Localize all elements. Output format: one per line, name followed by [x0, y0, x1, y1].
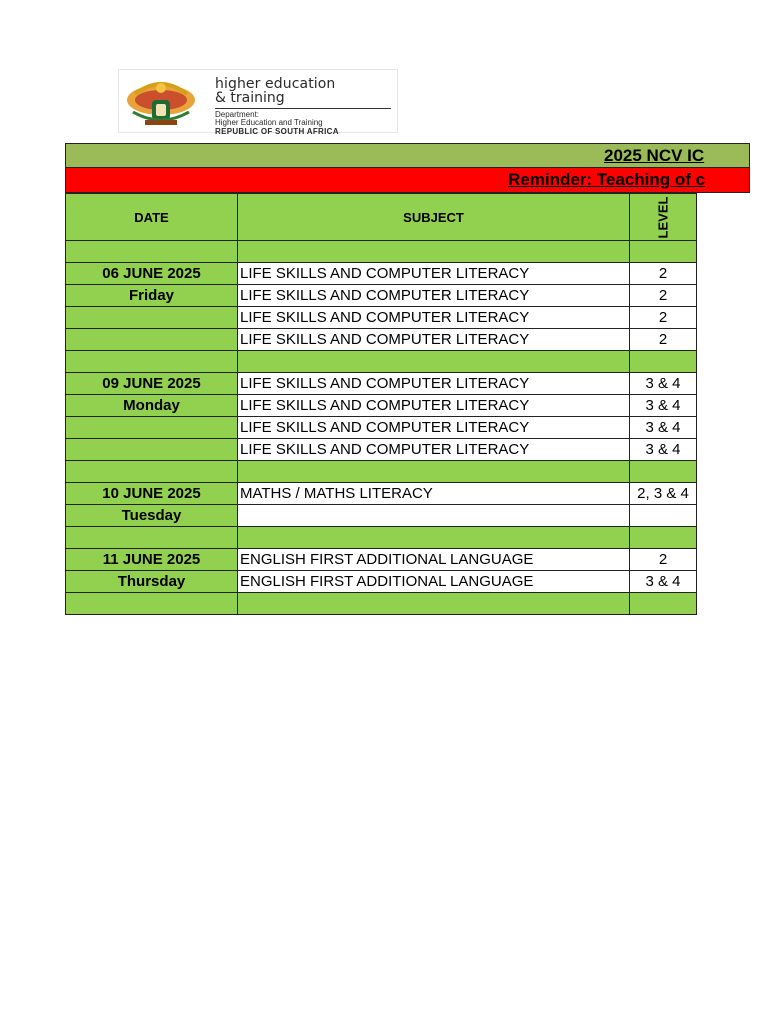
date-cell: 06 JUNE 2025 [66, 263, 238, 285]
date-cell: Thursday [66, 571, 238, 593]
level-cell [630, 241, 697, 263]
level-cell: 2 [630, 285, 697, 307]
spacer-row [66, 351, 697, 373]
date-cell: Monday [66, 395, 238, 417]
date-cell [66, 527, 238, 549]
table-row [66, 329, 697, 351]
level-cell: 2 [630, 307, 697, 329]
spacer-row [66, 527, 697, 549]
level-cell [630, 505, 697, 527]
date-cell: 09 JUNE 2025 [66, 373, 238, 395]
table-row [66, 571, 697, 593]
title-band [65, 143, 750, 168]
subject-cell [238, 241, 630, 263]
subject-cell [238, 593, 630, 615]
subject-cell: MATHS / MATHS LITERACY [238, 483, 630, 505]
level-cell [630, 351, 697, 373]
level-cell: 2, 3 & 4 [630, 483, 697, 505]
subject-cell: ENGLISH FIRST ADDITIONAL LANGUAGE [238, 571, 630, 593]
level-cell: 3 & 4 [630, 439, 697, 461]
spacer-row [66, 241, 697, 263]
date-cell [66, 307, 238, 329]
page-title: 2025 NCV IC [604, 146, 705, 165]
date-cell [66, 351, 238, 373]
subject-cell: LIFE SKILLS AND COMPUTER LITERACY [238, 439, 630, 461]
table-row [66, 505, 697, 527]
reminder-band [65, 168, 750, 193]
date-cell: Friday [66, 285, 238, 307]
date-cell [66, 461, 238, 483]
date-cell [66, 417, 238, 439]
subject-cell: LIFE SKILLS AND COMPUTER LITERACY [238, 417, 630, 439]
subject-cell [238, 527, 630, 549]
table-row [66, 483, 697, 505]
subject-cell: LIFE SKILLS AND COMPUTER LITERACY [238, 307, 630, 329]
level-cell [630, 527, 697, 549]
date-cell [66, 241, 238, 263]
logo-line-2: & training [215, 90, 285, 106]
table-row [66, 417, 697, 439]
table-row [66, 263, 697, 285]
subject-cell [238, 351, 630, 373]
subject-cell: LIFE SKILLS AND COMPUTER LITERACY [238, 373, 630, 395]
logo-rule [215, 108, 391, 109]
subject-cell [238, 505, 630, 527]
header-level [630, 194, 697, 241]
header-subject: SUBJECT [238, 194, 630, 241]
subject-cell: LIFE SKILLS AND COMPUTER LITERACY [238, 395, 630, 417]
logo-line-1: higher education [215, 76, 336, 92]
department-logo [118, 69, 398, 136]
coat-of-arms-icon [125, 78, 197, 128]
level-cell [630, 593, 697, 615]
logo-country: REPUBLIC OF SOUTH AFRICA [215, 127, 339, 136]
level-cell: 2 [630, 329, 697, 351]
date-cell: Tuesday [66, 505, 238, 527]
level-cell [630, 461, 697, 483]
table-row [66, 373, 697, 395]
subject-cell: LIFE SKILLS AND COMPUTER LITERACY [238, 329, 630, 351]
logo-department-name: Higher Education and Training [215, 118, 323, 127]
header-date: DATE [66, 194, 238, 241]
subject-cell [238, 461, 630, 483]
table-row [66, 307, 697, 329]
level-cell: 2 [630, 549, 697, 571]
header-level-label: LEVEL [655, 196, 671, 238]
spacer-row [66, 461, 697, 483]
table-row [66, 395, 697, 417]
table-row [66, 439, 697, 461]
level-cell: 3 & 4 [630, 373, 697, 395]
date-cell [66, 329, 238, 351]
date-cell [66, 593, 238, 615]
table-row [66, 549, 697, 571]
date-cell: 11 JUNE 2025 [66, 549, 238, 571]
table-row [66, 285, 697, 307]
level-cell: 3 & 4 [630, 571, 697, 593]
date-cell: 10 JUNE 2025 [66, 483, 238, 505]
table-header-row [66, 194, 697, 241]
subject-cell: LIFE SKILLS AND COMPUTER LITERACY [238, 285, 630, 307]
reminder-text: Reminder: Teaching of c [508, 170, 706, 189]
timetable [65, 193, 697, 615]
subject-cell: ENGLISH FIRST ADDITIONAL LANGUAGE [238, 549, 630, 571]
date-cell [66, 439, 238, 461]
level-cell: 3 & 4 [630, 417, 697, 439]
level-cell: 3 & 4 [630, 395, 697, 417]
logo-department: Department: [215, 110, 260, 119]
spacer-row [66, 593, 697, 615]
level-cell: 2 [630, 263, 697, 285]
subject-cell: LIFE SKILLS AND COMPUTER LITERACY [238, 263, 630, 285]
